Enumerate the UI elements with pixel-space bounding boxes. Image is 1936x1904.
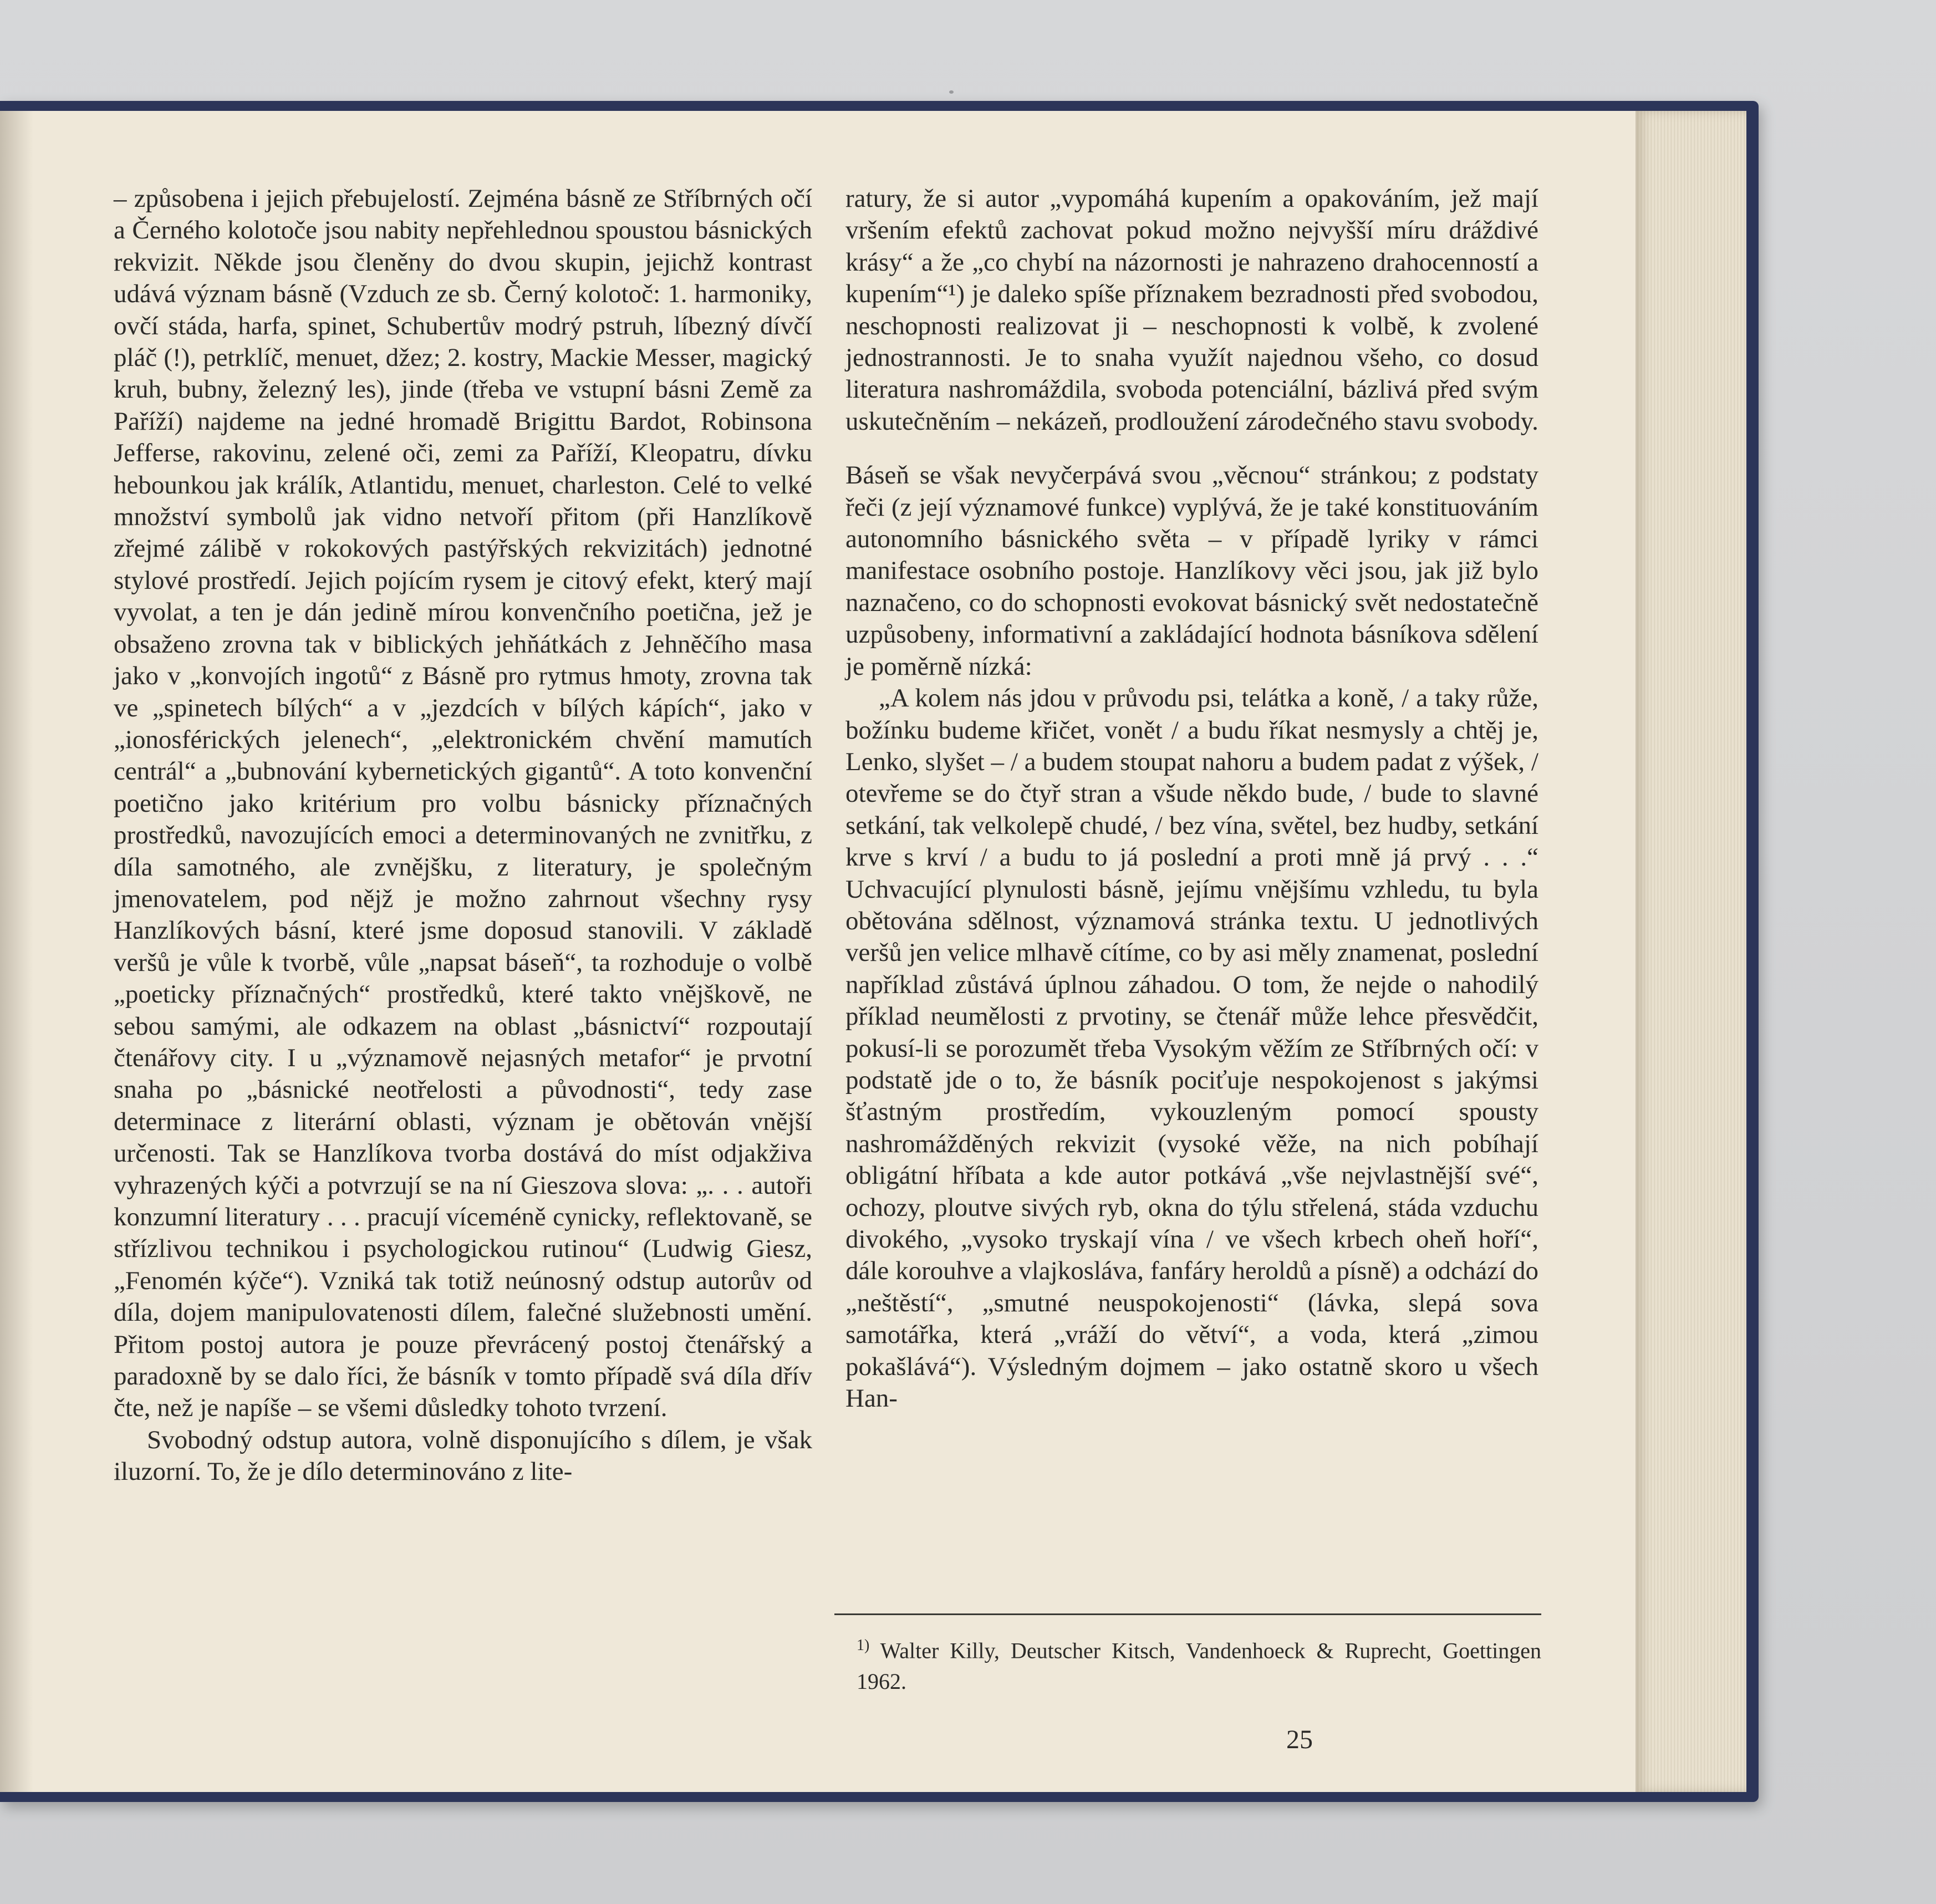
right-paragraph-3: „A kolem nás jdou v průvodu psi, telátka a koně, / a taky růže, božínku budeme křičet, vonět / a budu říkat nesmysly a chtěj je, Lenko, slyšet – / a budem stoupat nahoru a budem padat z výšek, / otevřeme se do čtyř stran a všude někdo bude, / bude to slavné setkání, tak velkolepě chudé, / bez vína, světel, bez hudby, setkání krve s krví / a budu to já poslední a proti mně já prvý . . .“ Uchvacující plynulosti básně, jejímu vnějšímu vzhledu, tu byla obětována sdělnost, významová stránka textu. U jednotlivých veršů jen velice mlhavě cítíme, co by asi měly znamenat, poslední například zůstává úplnou záhadou. O tom, že nejde o nahodilý příklad neumělosti z prvotiny, se čtenář může lehce přesvědčit, pokusí-li se porozumět třeba Vysokým věžím ze Stříbrných očí: v podstatě jde o to, že básník pociťuje nespokojenost s jakýmsi šťastným prostředím, vykouzleným pomocí spousty nashromážděných rekvizit (vysoké věže, na nich pobíhají obligátní hříbata a kde autor potkává „vše nejvlastnější své“, ochozy, ploutve sivých ryb, okna do týlu střelená, stáda vzduchu divokého, „vysoko tryskají vína / ve všech krbech oheň hoří“, dále korouhve a vlajkosláva, fanfáry heroldů a písně) a odchází do „neštěstí“, „smutné neuspokojenosti“ (lávka, slepá sova samotářka, která „vráží do větví“, a voda, která „zimou pokašlává“). Výsledným dojmem – jako ostatně skoro u všech Han- — [845, 684, 1538, 1413]
dust-speck — [949, 90, 954, 94]
left-text-column — [114, 183, 812, 1488]
footnote — [857, 1630, 1541, 1697]
left-paragraph-2: Svobodný odstup autora, volně disponujícího s dílem, je však iluzorní. To, že je dílo determinováno z lite- — [114, 1425, 812, 1486]
footnote-text: Walter Killy, Deutscher Kitsch, Vandenhoeck & Ruprecht, Goettingen 1962. — [857, 1638, 1542, 1694]
footnote-marker: 1) — [857, 1637, 870, 1654]
right-paragraph-2: Báseň se však nevyčerpává svou „věcnou“ stránkou; z podstaty řeči (z její významové funkce) vyplývá, že je také konstituováním autonomního básnického světa – v případě lyriky v rámci manifestace osobního postoje. Hanzlíkovy věci jsou, jak již bylo naznačeno, co do schopnosti evokovat básnický svět nedostatečně uzpůsobeny, informativní a zakládající hodnota básníkova sdělení je poměrně nízká: — [845, 461, 1538, 681]
page-number: 25 — [1286, 1725, 1313, 1754]
left-paragraph-1: – způsobena i jejich přebujelostí. Zejména básně ze Stříbrných očí a Černého kolotoče jsou nabity nepřehlednou spoustou básnických rekvizit. Někde jsou členěny do dvou skupin, jejichž kontrast udává význam básně (Vzduch ze sb. Černý kolotoč: 1. harmoniky, ovčí stáda, harfa, spinet, Schubertův modrý pstruh, líbezný dívčí pláč (!), petrklíč, menuet, džez; 2. kostry, Mackie Messer, magický kruh, bubny, železný les), jinde (třeba ve vstupní básni Země za Paříží) najdeme na jedné hromadě Brigittu Bardot, Robinsona Jefferse, rakovinu, zelené oči, zemi za Paříží, Kleopatru, dívku hebounkou jak králík, Atlantidu, menuet, charleston. Celé to velké množství symbolů jak vidno netvoří přitom (při Hanzlíkově zřejmé zálibě v rokokových pastýřských rekvizitách) jednotné stylové prostředí. Jejich pojícím rysem je citový efekt, který mají vyvolat, a ten je dán jedině mírou konvenčního poetična, jež je obsaženo zrovna tak v biblických jehňátkách z Jehněčího masa jako v „konvojích ingotů“ z Básně pro rytmus hmoty, zrovna tak ve „spinetech bílých“ a v „jezdcích v bílých kápích“, jako v „ionosférických jelenech“, „elektronickém chvění mamutích centrál“ a „bubnování kybernetických gigantů“. A toto konvenční poetično jako kritérium pro volbu básnicky příznačných prostředků, navozujících emoci a determinovaných ne zvnitřku, z díla samotného, ale zvnějšku, z literatury, je společným jmenovatelem, pod nějž je možno zahrnout všechny rysy Hanzlíkových básní, které jsme doposud stanovili. V základě veršů je vůle k tvorbě, vůle „napsat báseň“, ta rozhoduje o volbě „poeticky příznačných“ prostředků, které takto vnějškově, ne sebou samými, ale odkazem na oblast „básnictví“ rozpoutají čtenářovy city. I u „významově nejasných metafor“ je prvotní snaha po „básnické neotřelosti a původnosti“, tedy zase determinace z literární oblasti, význam je obětován vnější určenosti. Tak se Hanzlíkova tvorba dostává do míst odjakživa vyhrazených kýči a potvrzují se na ní Gieszova slova: „. . . autoři konzumní literatury . . . pracují víceméně cynicky, reflektovaně, se střízlivou technikou i psychologickou rutinou“ (Ludwig Giesz, „Fenomén kýče“). Vzniká tak totiž neúnosný odstup autorův od díla, dojem manipulovatenosti dílem, falečné služebnosti umění. Přitom postoj autora je pouze převrácený postoj čtenářský a paradoxně by se dalo říci, že básník v tomto případě svá díla dřív čte, než je napíše – se všemi důsledky tohoto tvrzení. — [114, 184, 812, 1423]
right-text-column — [845, 183, 1538, 1414]
right-paragraph-1: ratury, že si autor „vypomáhá kupením a opakováním, jež mají vršením efektů zachovat pokud možno nejvyšší míru dráždivé krásy“ a že „co chybí na názornosti je nahrazeno drahocenností a kupením“¹) je daleko spíše příznakem bezradnosti před svobodou, neschopnosti realizovat ji – neschopnosti k volbě, k zvolené jednostrannosti. Je to snaha využít najednou všeho, co dosud literatura nashromáždila, svoboda potenciální, bázlivá před svým uskutečněním – nekázeň, prodloužení zárodečného stavu svobody. — [845, 184, 1538, 436]
page-edges — [1636, 111, 1746, 1792]
footnote-divider — [834, 1613, 1541, 1615]
gutter-shadow — [0, 111, 33, 1792]
